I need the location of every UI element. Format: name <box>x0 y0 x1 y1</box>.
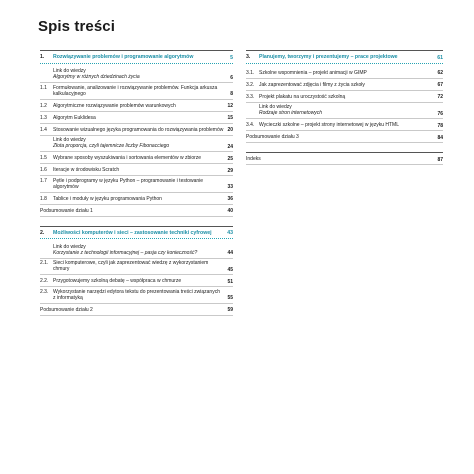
entry-title <box>53 289 223 302</box>
entry-number: 3.2. <box>246 81 255 88</box>
entry-page: 36 <box>227 196 233 202</box>
entry-title-text: Iteracje w środowisku Scratch <box>53 167 120 174</box>
entry-number <box>40 68 53 81</box>
entry-title-text: Projekt plakatu na uroczystość szkolną <box>259 93 346 100</box>
entry-title <box>53 278 181 284</box>
entry-title <box>53 196 162 202</box>
toc-entry[interactable] <box>40 124 233 136</box>
entry-title-text: Jak zaprezentować zdjęcia i filmy z życia szkoły <box>259 81 365 88</box>
section-heading[interactable] <box>40 50 233 64</box>
entry-page: 12 <box>227 103 233 109</box>
toc-right-column <box>246 50 443 165</box>
entry-title-text: Sieci komputerowe, czyli jak zaprezentować wiedzę z wykorzystaniem chmury <box>53 260 209 273</box>
entry-number <box>246 104 259 117</box>
toc-entry[interactable] <box>246 119 443 131</box>
toc-section <box>40 226 233 316</box>
entry-subtitle: Algorytmy w różnych dziedzinach życia <box>53 74 140 81</box>
entry-title-text: Stosowanie wizualnego języka programowania do rozwiązywania problemów <box>53 126 224 133</box>
entry-page: 59 <box>227 307 233 313</box>
toc-entry[interactable] <box>40 100 233 112</box>
entry-title-text: Przygotowujemy szkolną debatę – współpraca w chmurze <box>53 278 182 285</box>
toc-entry[interactable] <box>246 79 443 91</box>
index-entry[interactable] <box>246 152 443 165</box>
toc-entry[interactable] <box>40 176 233 193</box>
entry-title <box>53 115 96 121</box>
entry-number <box>40 137 53 150</box>
index-title: Indeks <box>246 156 261 163</box>
entry-title-text: Algorytm Euklidesa <box>53 114 96 121</box>
entry-title-text: Wykorzystanie narzędzi edytora tekstu do prezentowania treści związanych z informatyką <box>53 288 220 301</box>
summary-entry[interactable] <box>246 131 443 143</box>
entry-title-text: Link do wiedzy <box>53 68 86 74</box>
entry-subtitle: Złota proporcja, czyli tajemnicze liczby Fibonacciego <box>53 143 170 150</box>
summary-entry[interactable] <box>40 304 233 316</box>
entry-title <box>53 244 197 257</box>
section-number: 1. <box>40 54 45 60</box>
entry-title-text: Podsumowanie działu 3 <box>246 134 299 141</box>
entry-page: 76 <box>437 110 443 117</box>
section-number: 3. <box>246 54 251 60</box>
toc-left-column <box>40 50 233 325</box>
entry-page: 15 <box>227 115 233 121</box>
entry-title <box>246 134 299 140</box>
entry-title-text: Wycieczki szkolne – projekt strony internetowej w języku HTML <box>259 122 400 129</box>
page-title: Spis treści <box>38 18 115 35</box>
entry-title <box>40 208 93 214</box>
entry-page: 40 <box>227 208 233 214</box>
toc-entry[interactable] <box>40 83 233 100</box>
entry-page: 78 <box>437 122 443 129</box>
entry-page: 72 <box>437 94 443 100</box>
summary-entry[interactable] <box>40 205 233 217</box>
section-heading[interactable] <box>40 226 233 240</box>
entry-page: 67 <box>437 82 443 88</box>
entry-page: 33 <box>227 184 233 190</box>
entry-number: 2.2. <box>40 278 49 285</box>
entry-number: 1.3 <box>40 114 47 121</box>
section-number: 2. <box>40 229 45 236</box>
toc-entry[interactable] <box>40 193 233 205</box>
entry-page: 24 <box>227 143 233 150</box>
toc-entry[interactable] <box>40 242 233 259</box>
entry-title <box>53 260 223 273</box>
entry-title <box>259 70 367 76</box>
entry-title-text: Pętle i podprogramy w języku Python – programowanie i testowanie algorytmów <box>53 177 204 190</box>
section-page: 61 <box>437 54 443 61</box>
entry-page: 84 <box>437 134 443 141</box>
section-title: Rozwiązywanie problemów i programowanie algorytmów <box>53 54 194 60</box>
toc-entry[interactable] <box>40 275 233 287</box>
entry-title <box>53 103 176 109</box>
entry-page: 45 <box>227 266 233 273</box>
entry-title <box>259 122 399 128</box>
entry-number: 3.1. <box>246 69 255 76</box>
entry-title-text: Link do wiedzy <box>53 137 86 143</box>
toc-section <box>40 50 233 217</box>
toc-entry[interactable] <box>246 91 443 103</box>
entry-page: 55 <box>227 295 233 301</box>
toc-entry[interactable] <box>246 103 443 120</box>
entry-page: 62 <box>437 70 443 76</box>
entry-number: 3.4. <box>246 122 255 129</box>
entry-title-text: Link do wiedzy <box>53 243 86 250</box>
entry-title <box>53 68 140 81</box>
entry-title <box>53 155 201 161</box>
section-title: Możliwości komputerów i sieci – zastosowanie techniki cyfrowej <box>53 229 212 236</box>
section-heading[interactable] <box>246 50 443 64</box>
entry-title-text: Podsumowanie działu 1 <box>40 207 93 214</box>
toc-entry[interactable] <box>40 287 233 304</box>
entry-page: 20 <box>227 127 233 133</box>
entry-page: 25 <box>227 155 233 162</box>
toc-entry[interactable] <box>40 112 233 124</box>
entry-title <box>53 85 226 98</box>
entry-number: 1.5 <box>40 155 47 162</box>
toc-entry[interactable] <box>40 136 233 153</box>
entry-title <box>40 307 93 313</box>
toc-entry[interactable] <box>246 67 443 79</box>
entry-title-text: Podsumowanie działu 2 <box>40 306 93 313</box>
entry-subtitle: Korzystanie z technologii informacyjnej – pasja czy konieczność? <box>53 249 198 256</box>
entry-title <box>259 82 365 88</box>
entry-title-text: Link do wiedzy <box>259 104 292 110</box>
entry-number: 1.1 <box>40 84 47 91</box>
entry-number: 1.2 <box>40 102 47 109</box>
entry-title-text: Wybrane sposoby wyszukiwania i sortowania elementów w zbiorze <box>53 155 202 162</box>
entry-title <box>53 178 223 191</box>
entry-number: 1.8 <box>40 195 47 202</box>
entry-title <box>259 104 322 117</box>
entry-page: 6 <box>230 74 233 81</box>
toc-section <box>246 50 443 143</box>
toc-entry[interactable] <box>40 152 233 164</box>
toc-entry[interactable] <box>40 259 233 276</box>
index-page: 87 <box>437 156 443 163</box>
entry-number <box>40 244 53 257</box>
entry-title <box>53 137 169 150</box>
entry-title-text: Algorytmiczne rozwiązywanie problemów warunkowych <box>53 102 176 109</box>
entry-number: 1.6 <box>40 167 47 174</box>
entry-number: 3.3. <box>246 93 255 100</box>
entry-title-text: Formułowanie, analizowanie i rozwiązywanie problemów. Funkcja arkusza kalkulacyjnego <box>53 84 218 97</box>
entry-title-text: Szkolne wspomnienia – projekt animacji w GIMP <box>259 69 367 76</box>
entry-page: 44 <box>227 250 233 256</box>
entry-subtitle: Rodzaje stron internetowych <box>259 110 323 117</box>
section-page: 43 <box>227 230 233 236</box>
entry-number: 2.1. <box>40 260 49 266</box>
entry-page: 29 <box>227 167 233 174</box>
entry-number: 2.3. <box>40 288 49 295</box>
entry-title <box>259 94 345 100</box>
entry-number: 1.4 <box>40 126 47 133</box>
entry-page: 8 <box>230 91 233 97</box>
toc-entry[interactable] <box>40 164 233 176</box>
entry-title-text: Tablice i moduły w języku programowania Python <box>53 195 162 202</box>
entry-title <box>53 127 223 133</box>
entry-page: 51 <box>227 278 233 285</box>
section-page: 5 <box>230 54 233 61</box>
entry-title <box>53 167 119 173</box>
entry-number: 1.7 <box>40 177 47 184</box>
section-title: Planujemy, tworzymy i prezentujemy – prace projektowe <box>259 54 398 60</box>
toc-entry[interactable] <box>40 67 233 84</box>
